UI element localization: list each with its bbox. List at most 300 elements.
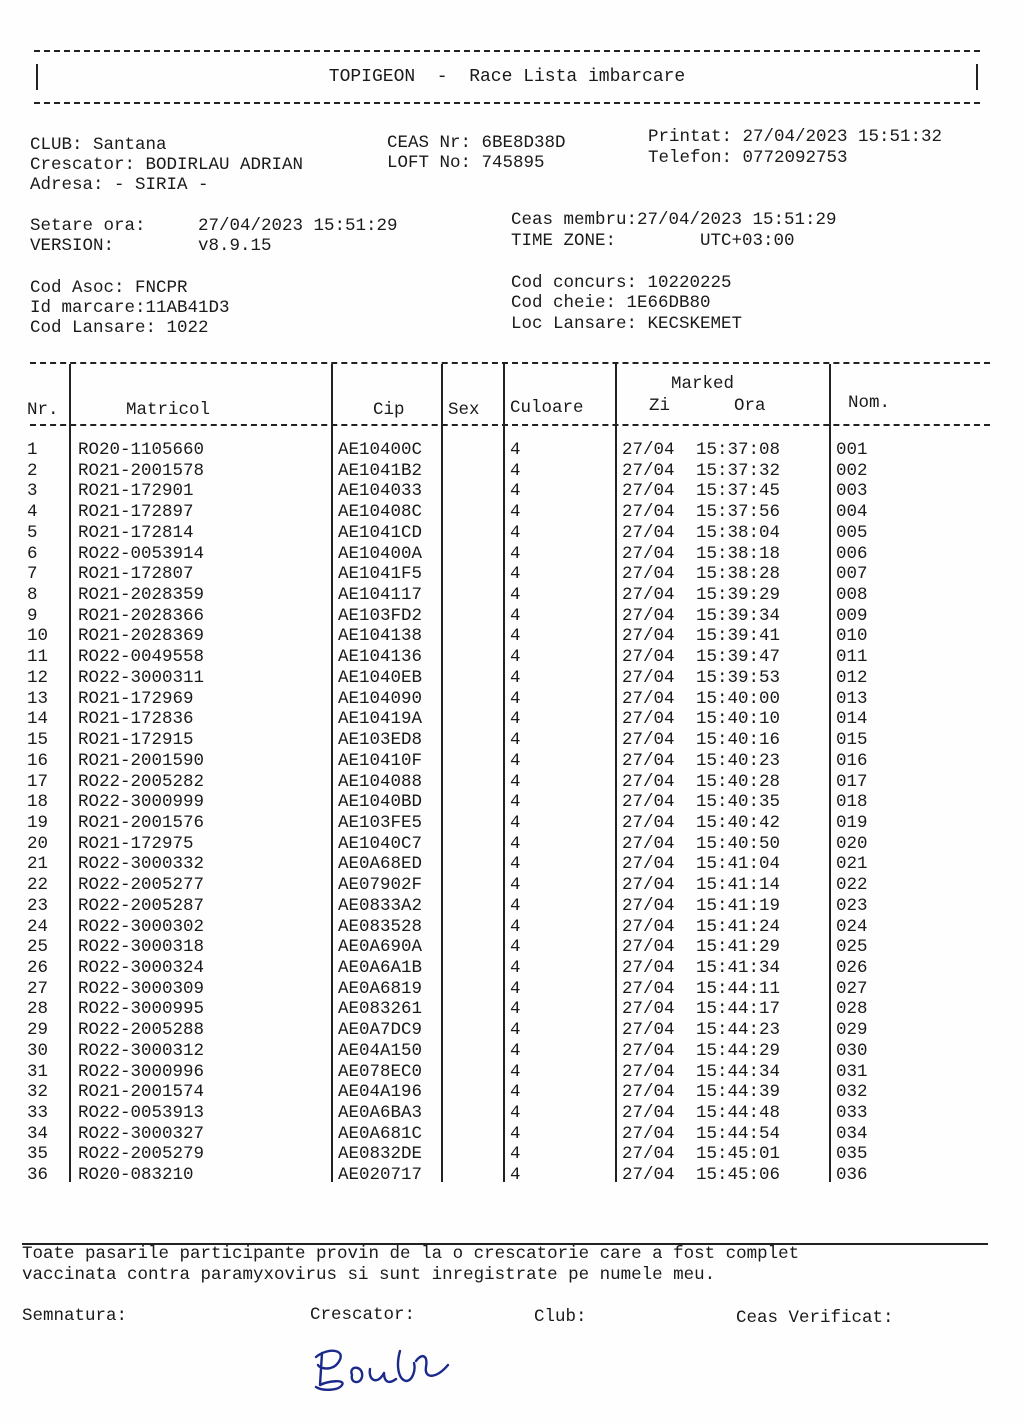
cell-cip: AE0A681C [338, 1123, 423, 1144]
cell-matricol: RO20-1105660 [78, 440, 205, 460]
title-box [34, 50, 980, 104]
table-row [0, 1103, 1024, 1124]
cell-matricol: RO21-172975 [78, 833, 194, 854]
cell-nom: 027 [836, 978, 868, 999]
cell-nom: 028 [836, 999, 868, 1020]
cell-nr: 32 [27, 1082, 49, 1103]
cell-matricol: RO20-083210 [78, 1165, 194, 1186]
cell-cip: AE1040C7 [338, 833, 423, 854]
club-label: Club: [534, 1307, 587, 1327]
cell-culoare: 4 [510, 522, 521, 543]
cell-zi: 27/04 [622, 792, 675, 813]
cell-nr: 3 [27, 481, 38, 502]
cell-ora: 15:40:28 [696, 771, 781, 792]
cell-nom: 010 [836, 626, 868, 647]
cell-ora: 15:41:29 [696, 937, 781, 958]
cell-matricol: RO21-172836 [78, 709, 194, 730]
cell-nr: 8 [27, 585, 38, 606]
cell-ora: 15:44:11 [696, 978, 781, 999]
club-info: CLUB: Santana [30, 135, 167, 155]
table-row [0, 606, 1024, 627]
header-sex: Sex [448, 400, 480, 420]
cell-cip: AE1041B2 [338, 460, 423, 481]
cell-nr: 7 [27, 564, 38, 585]
table-row [0, 751, 1024, 772]
cell-zi: 27/04 [622, 1020, 675, 1041]
cell-nr: 22 [27, 875, 49, 896]
cell-nom: 033 [836, 1103, 868, 1124]
cell-matricol: RO22-2005288 [78, 1020, 205, 1041]
cell-nr: 33 [27, 1103, 49, 1124]
table-row [0, 1041, 1024, 1062]
cell-ora: 15:44:29 [696, 1040, 781, 1061]
cell-nom: 015 [836, 730, 868, 751]
cell-nom: 029 [836, 1020, 868, 1041]
cell-culoare: 4 [510, 833, 521, 854]
cell-culoare: 4 [510, 647, 521, 668]
cell-cip: AE1041F5 [338, 564, 423, 585]
cell-nr: 4 [27, 502, 38, 523]
cell-culoare: 4 [510, 958, 521, 978]
cell-culoare: 4 [510, 1082, 521, 1103]
cell-cip: AE04A196 [338, 1082, 423, 1103]
cell-cip: AE103ED8 [338, 730, 423, 751]
cell-ora: 15:44:17 [696, 999, 781, 1020]
telefon-info: Telefon: 0772092753 [648, 148, 848, 168]
loft-no-info: LOFT No: 745895 [387, 153, 545, 173]
table-row [0, 564, 1024, 585]
cell-zi: 27/04 [622, 895, 675, 916]
cell-matricol: RO21-172969 [78, 688, 194, 709]
cell-culoare: 4 [510, 585, 521, 606]
cell-nom: 032 [836, 1082, 868, 1103]
cell-nom: 016 [836, 750, 868, 771]
setare-ora-info: Setare ora: 27/04/2023 15:51:29 [30, 216, 398, 236]
cell-culoare: 4 [510, 688, 521, 709]
cell-nr: 29 [27, 1020, 49, 1041]
cell-cip: AE104136 [338, 647, 423, 668]
cell-nr: 26 [27, 958, 49, 978]
cell-ora: 15:38:18 [696, 543, 781, 564]
cell-zi: 27/04 [622, 1061, 675, 1082]
cell-cip: AE0A6A1B [338, 958, 423, 978]
cell-nom: 012 [836, 667, 868, 688]
cell-ora: 15:45:01 [696, 1144, 781, 1165]
cell-zi: 27/04 [622, 750, 675, 771]
cell-matricol: RO22-3000999 [78, 792, 205, 813]
cell-ora: 15:37:32 [696, 460, 781, 481]
cell-cip: AE1040BD [338, 792, 423, 813]
cell-ora: 15:41:04 [696, 854, 781, 875]
declaration-line-1: Toate pasarile participante provin de la o crescatorie care a fost complet [22, 1244, 800, 1264]
cell-culoare: 4 [510, 709, 521, 730]
cell-matricol: RO21-2028366 [78, 605, 205, 626]
cell-cip: AE104117 [338, 585, 423, 606]
cell-matricol: RO22-2005287 [78, 895, 205, 916]
cell-ora: 15:44:48 [696, 1103, 781, 1124]
cell-zi: 27/04 [622, 481, 675, 502]
cell-ora: 15:39:41 [696, 626, 781, 647]
table-row [0, 1020, 1024, 1041]
cell-zi: 27/04 [622, 605, 675, 626]
table-top-rule [30, 362, 990, 364]
cell-nr: 10 [27, 626, 49, 647]
cell-matricol: RO21-2001576 [78, 812, 205, 833]
cell-ora: 15:40:50 [696, 833, 781, 854]
id-marcare-info: Id marcare:11AB41D3 [30, 298, 230, 318]
cell-matricol: RO22-3000312 [78, 1040, 205, 1061]
cell-matricol: RO21-172901 [78, 481, 194, 502]
header-nr: Nr. [27, 400, 59, 420]
semnatura-label: Semnatura: [22, 1306, 128, 1326]
cell-matricol: RO21-2028369 [78, 626, 205, 647]
ceas-nr-info: CEAS Nr: 6BE8D38D [387, 133, 566, 153]
cell-nr: 21 [27, 854, 49, 875]
cell-ora: 15:44:34 [696, 1061, 781, 1082]
table-row [0, 709, 1024, 730]
cell-ora: 15:39:29 [696, 585, 781, 606]
table-row [0, 730, 1024, 751]
cell-cip: AE10400C [338, 440, 423, 460]
cell-matricol: RO21-2001574 [78, 1082, 205, 1103]
cell-cip: AE10400A [338, 543, 423, 564]
cell-cip: AE104138 [338, 626, 423, 647]
cell-cip: AE10410F [338, 750, 423, 771]
table-row [0, 1165, 1024, 1186]
cell-ora: 15:44:39 [696, 1082, 781, 1103]
cell-nom: 021 [836, 854, 868, 875]
table-row [0, 502, 1024, 523]
cell-zi: 27/04 [622, 502, 675, 523]
cell-zi: 27/04 [622, 1165, 675, 1186]
cell-ora: 15:40:10 [696, 709, 781, 730]
table-row [0, 875, 1024, 896]
cell-nom: 025 [836, 937, 868, 958]
cell-zi: 27/04 [622, 875, 675, 896]
cell-ora: 15:40:23 [696, 750, 781, 771]
cell-zi: 27/04 [622, 812, 675, 833]
cell-culoare: 4 [510, 812, 521, 833]
cell-cip: AE083528 [338, 916, 423, 937]
cell-matricol: RO21-2001590 [78, 750, 205, 771]
cell-nr: 6 [27, 543, 38, 564]
cell-matricol: RO22-3000309 [78, 978, 205, 999]
cell-nom: 004 [836, 502, 868, 523]
cell-nr: 34 [27, 1123, 49, 1144]
cell-zi: 27/04 [622, 1123, 675, 1144]
cell-culoare: 4 [510, 502, 521, 523]
cell-matricol: RO22-2005279 [78, 1144, 205, 1165]
cod-concurs-info: Cod concurs: 10220225 [511, 273, 732, 293]
cell-nom: 022 [836, 875, 868, 896]
printat-info: Printat: 27/04/2023 15:51:32 [648, 127, 943, 147]
table-row [0, 834, 1024, 855]
cell-culoare: 4 [510, 771, 521, 792]
cell-culoare: 4 [510, 605, 521, 626]
cell-nr: 28 [27, 999, 49, 1020]
cell-cip: AE0A6819 [338, 978, 423, 999]
cell-zi: 27/04 [622, 854, 675, 875]
cell-cip: AE103FD2 [338, 605, 423, 626]
cell-matricol: RO21-172897 [78, 502, 194, 523]
cell-culoare: 4 [510, 543, 521, 564]
loc-lansare-info: Loc Lansare: KECSKEMET [511, 314, 743, 334]
table-row [0, 937, 1024, 958]
cell-nom: 008 [836, 585, 868, 606]
cell-nr: 31 [27, 1061, 49, 1082]
table-row [0, 523, 1024, 544]
cell-matricol: RO22-3000327 [78, 1123, 205, 1144]
cell-ora: 15:39:47 [696, 647, 781, 668]
cell-culoare: 4 [510, 854, 521, 875]
table-row [0, 1062, 1024, 1083]
cell-culoare: 4 [510, 626, 521, 647]
cell-cip: AE103FE5 [338, 812, 423, 833]
cell-matricol: RO21-172807 [78, 564, 194, 585]
header-marked: Marked [671, 374, 735, 394]
cell-culoare: 4 [510, 667, 521, 688]
cell-zi: 27/04 [622, 978, 675, 999]
cell-matricol: RO21-2028359 [78, 585, 205, 606]
cell-ora: 15:44:23 [696, 1020, 781, 1041]
table-row [0, 1144, 1024, 1165]
cell-culoare: 4 [510, 999, 521, 1020]
cell-nom: 034 [836, 1123, 868, 1144]
table-row [0, 1124, 1024, 1145]
cell-matricol: RO21-172814 [78, 522, 194, 543]
cell-nr: 36 [27, 1165, 49, 1186]
ceas-verificat-label: Ceas Verificat: [736, 1308, 894, 1328]
cell-zi: 27/04 [622, 958, 675, 978]
cell-cip: AE104088 [338, 771, 423, 792]
cell-cip: AE04A150 [338, 1040, 423, 1061]
cell-culoare: 4 [510, 564, 521, 585]
cell-nr: 11 [27, 647, 49, 668]
header-zi: Zi [649, 396, 671, 416]
cell-culoare: 4 [510, 1061, 521, 1082]
cell-zi: 27/04 [622, 543, 675, 564]
cod-asoc-info: Cod Asoc: FNCPR [30, 278, 188, 298]
cell-zi: 27/04 [622, 937, 675, 958]
cell-zi: 27/04 [622, 833, 675, 854]
cell-nom: 014 [836, 709, 868, 730]
cell-nr: 20 [27, 833, 49, 854]
cell-nr: 24 [27, 916, 49, 937]
cell-culoare: 4 [510, 916, 521, 937]
cell-matricol: RO22-0053913 [78, 1103, 205, 1124]
cell-nom: 007 [836, 564, 868, 585]
cell-zi: 27/04 [622, 667, 675, 688]
cell-zi: 27/04 [622, 564, 675, 585]
cell-zi: 27/04 [622, 688, 675, 709]
cell-ora: 15:37:08 [696, 440, 781, 460]
cell-ora: 15:41:24 [696, 916, 781, 937]
version-info: VERSION: v8.9.15 [30, 236, 272, 256]
cell-zi: 27/04 [622, 709, 675, 730]
header-cip: Cip [373, 400, 405, 420]
table-row [0, 1082, 1024, 1103]
cell-matricol: RO22-2005282 [78, 771, 205, 792]
cell-zi: 27/04 [622, 585, 675, 606]
cell-nr: 13 [27, 688, 49, 709]
crescator-label: Crescator: [310, 1305, 416, 1325]
cell-zi: 27/04 [622, 1040, 675, 1061]
cell-nom: 005 [836, 522, 868, 543]
cell-nom: 023 [836, 895, 868, 916]
cell-nom: 036 [836, 1165, 868, 1186]
cell-nom: 011 [836, 647, 868, 668]
cell-nr: 15 [27, 730, 49, 751]
cell-ora: 15:38:04 [696, 522, 781, 543]
cell-matricol: RO22-3000311 [78, 667, 205, 688]
declaration-line-2: vaccinata contra paramyxovirus si sunt inregistrate pe numele meu. [22, 1265, 716, 1285]
handwritten-signature [308, 1335, 458, 1395]
cell-cip: AE083261 [338, 999, 423, 1020]
cell-culoare: 4 [510, 1165, 521, 1186]
cell-nr: 12 [27, 667, 49, 688]
table-row [0, 668, 1024, 689]
time-zone-info: TIME ZONE: UTC+03:00 [511, 231, 795, 251]
cell-ora: 15:38:28 [696, 564, 781, 585]
cell-culoare: 4 [510, 1040, 521, 1061]
table-row [0, 958, 1024, 979]
cell-nr: 14 [27, 709, 49, 730]
cell-nom: 006 [836, 543, 868, 564]
cell-zi: 27/04 [622, 1144, 675, 1165]
cell-matricol: RO22-3000332 [78, 854, 205, 875]
cell-culoare: 4 [510, 1123, 521, 1144]
header-nom: Nom. [848, 393, 891, 413]
cell-nr: 18 [27, 792, 49, 813]
header-culoare: Culoare [510, 398, 584, 418]
cell-nr: 17 [27, 771, 49, 792]
cell-nom: 030 [836, 1040, 868, 1061]
cell-ora: 15:39:53 [696, 667, 781, 688]
cell-culoare: 4 [510, 1103, 521, 1124]
cell-zi: 27/04 [622, 522, 675, 543]
cell-matricol: RO22-0053914 [78, 543, 205, 564]
table-row [0, 772, 1024, 793]
document-title: TOPIGEON - Race Lista imbarcare [328, 67, 686, 87]
cell-cip: AE0832DE [338, 1144, 423, 1165]
cell-culoare: 4 [510, 481, 521, 502]
table-row [0, 979, 1024, 1000]
cell-zi: 27/04 [622, 1082, 675, 1103]
cell-ora: 15:40:42 [696, 812, 781, 833]
cell-cip: AE1040EB [338, 667, 423, 688]
cell-cip: AE1041CD [338, 522, 423, 543]
cell-nr: 1 [27, 440, 38, 460]
cell-culoare: 4 [510, 730, 521, 751]
cell-nom: 020 [836, 833, 868, 854]
cell-ora: 15:44:54 [696, 1123, 781, 1144]
cod-lansare-info: Cod Lansare: 1022 [30, 318, 209, 338]
cell-cip: AE078EC0 [338, 1061, 423, 1082]
cell-nr: 19 [27, 812, 49, 833]
cell-nom: 026 [836, 958, 868, 978]
cell-nr: 25 [27, 937, 49, 958]
table-row [0, 999, 1024, 1020]
cell-nr: 5 [27, 522, 38, 543]
cell-culoare: 4 [510, 978, 521, 999]
cell-nom: 009 [836, 605, 868, 626]
ceas-membru-info: Ceas membru:27/04/2023 15:51:29 [511, 210, 837, 230]
cell-nr: 23 [27, 895, 49, 916]
table-row [0, 896, 1024, 917]
cell-matricol: RO22-3000318 [78, 937, 205, 958]
table-row [0, 481, 1024, 502]
header-matricol: Matricol [126, 400, 211, 420]
cell-matricol: RO21-2001578 [78, 460, 205, 481]
cell-zi: 27/04 [622, 440, 675, 460]
cell-ora: 15:41:19 [696, 895, 781, 916]
cell-cip: AE104090 [338, 688, 423, 709]
cell-nom: 031 [836, 1061, 868, 1082]
cell-cip: AE10419A [338, 709, 423, 730]
cell-ora: 15:40:35 [696, 792, 781, 813]
cod-cheie-info: Cod cheie: 1E66DB80 [511, 293, 711, 313]
cell-culoare: 4 [510, 895, 521, 916]
cell-culoare: 4 [510, 750, 521, 771]
table-row [0, 813, 1024, 834]
cell-nom: 018 [836, 792, 868, 813]
table-header-rule [30, 424, 990, 426]
cell-zi: 27/04 [622, 771, 675, 792]
cell-culoare: 4 [510, 875, 521, 896]
table-row [0, 689, 1024, 710]
cell-ora: 15:41:14 [696, 875, 781, 896]
cell-cip: AE0833A2 [338, 895, 423, 916]
cell-matricol: RO22-3000324 [78, 958, 205, 978]
cell-nom: 017 [836, 771, 868, 792]
cell-culoare: 4 [510, 440, 521, 460]
crescator-info: Crescator: BODIRLAU ADRIAN [30, 155, 304, 175]
cell-nr: 16 [27, 750, 49, 771]
cell-nom: 003 [836, 481, 868, 502]
cell-nr: 35 [27, 1144, 49, 1165]
cell-nom: 001 [836, 440, 868, 460]
cell-cip: AE0A690A [338, 937, 423, 958]
cell-nom: 019 [836, 812, 868, 833]
cell-nr: 27 [27, 978, 49, 999]
cell-nom: 002 [836, 460, 868, 481]
cell-matricol: RO22-3000302 [78, 916, 205, 937]
cell-cip: AE104033 [338, 481, 423, 502]
cell-cip: AE0A7DC9 [338, 1020, 423, 1041]
cell-culoare: 4 [510, 1020, 521, 1041]
table-row [0, 647, 1024, 668]
cell-zi: 27/04 [622, 999, 675, 1020]
table-row [0, 854, 1024, 875]
cell-ora: 15:45:06 [696, 1165, 781, 1186]
cell-zi: 27/04 [622, 647, 675, 668]
cell-culoare: 4 [510, 937, 521, 958]
cell-ora: 15:39:34 [696, 605, 781, 626]
cell-zi: 27/04 [622, 730, 675, 751]
table-row [0, 585, 1024, 606]
table-row [0, 917, 1024, 938]
cell-nom: 035 [836, 1144, 868, 1165]
cell-cip: AE10408C [338, 502, 423, 523]
table-row [0, 544, 1024, 565]
header-ora: Ora [734, 396, 766, 416]
cell-nr: 30 [27, 1040, 49, 1061]
cell-cip: AE020717 [338, 1165, 423, 1186]
cell-zi: 27/04 [622, 460, 675, 481]
cell-cip: AE0A6BA3 [338, 1103, 423, 1124]
cell-matricol: RO22-2005277 [78, 875, 205, 896]
cell-cip: AE0A68ED [338, 854, 423, 875]
